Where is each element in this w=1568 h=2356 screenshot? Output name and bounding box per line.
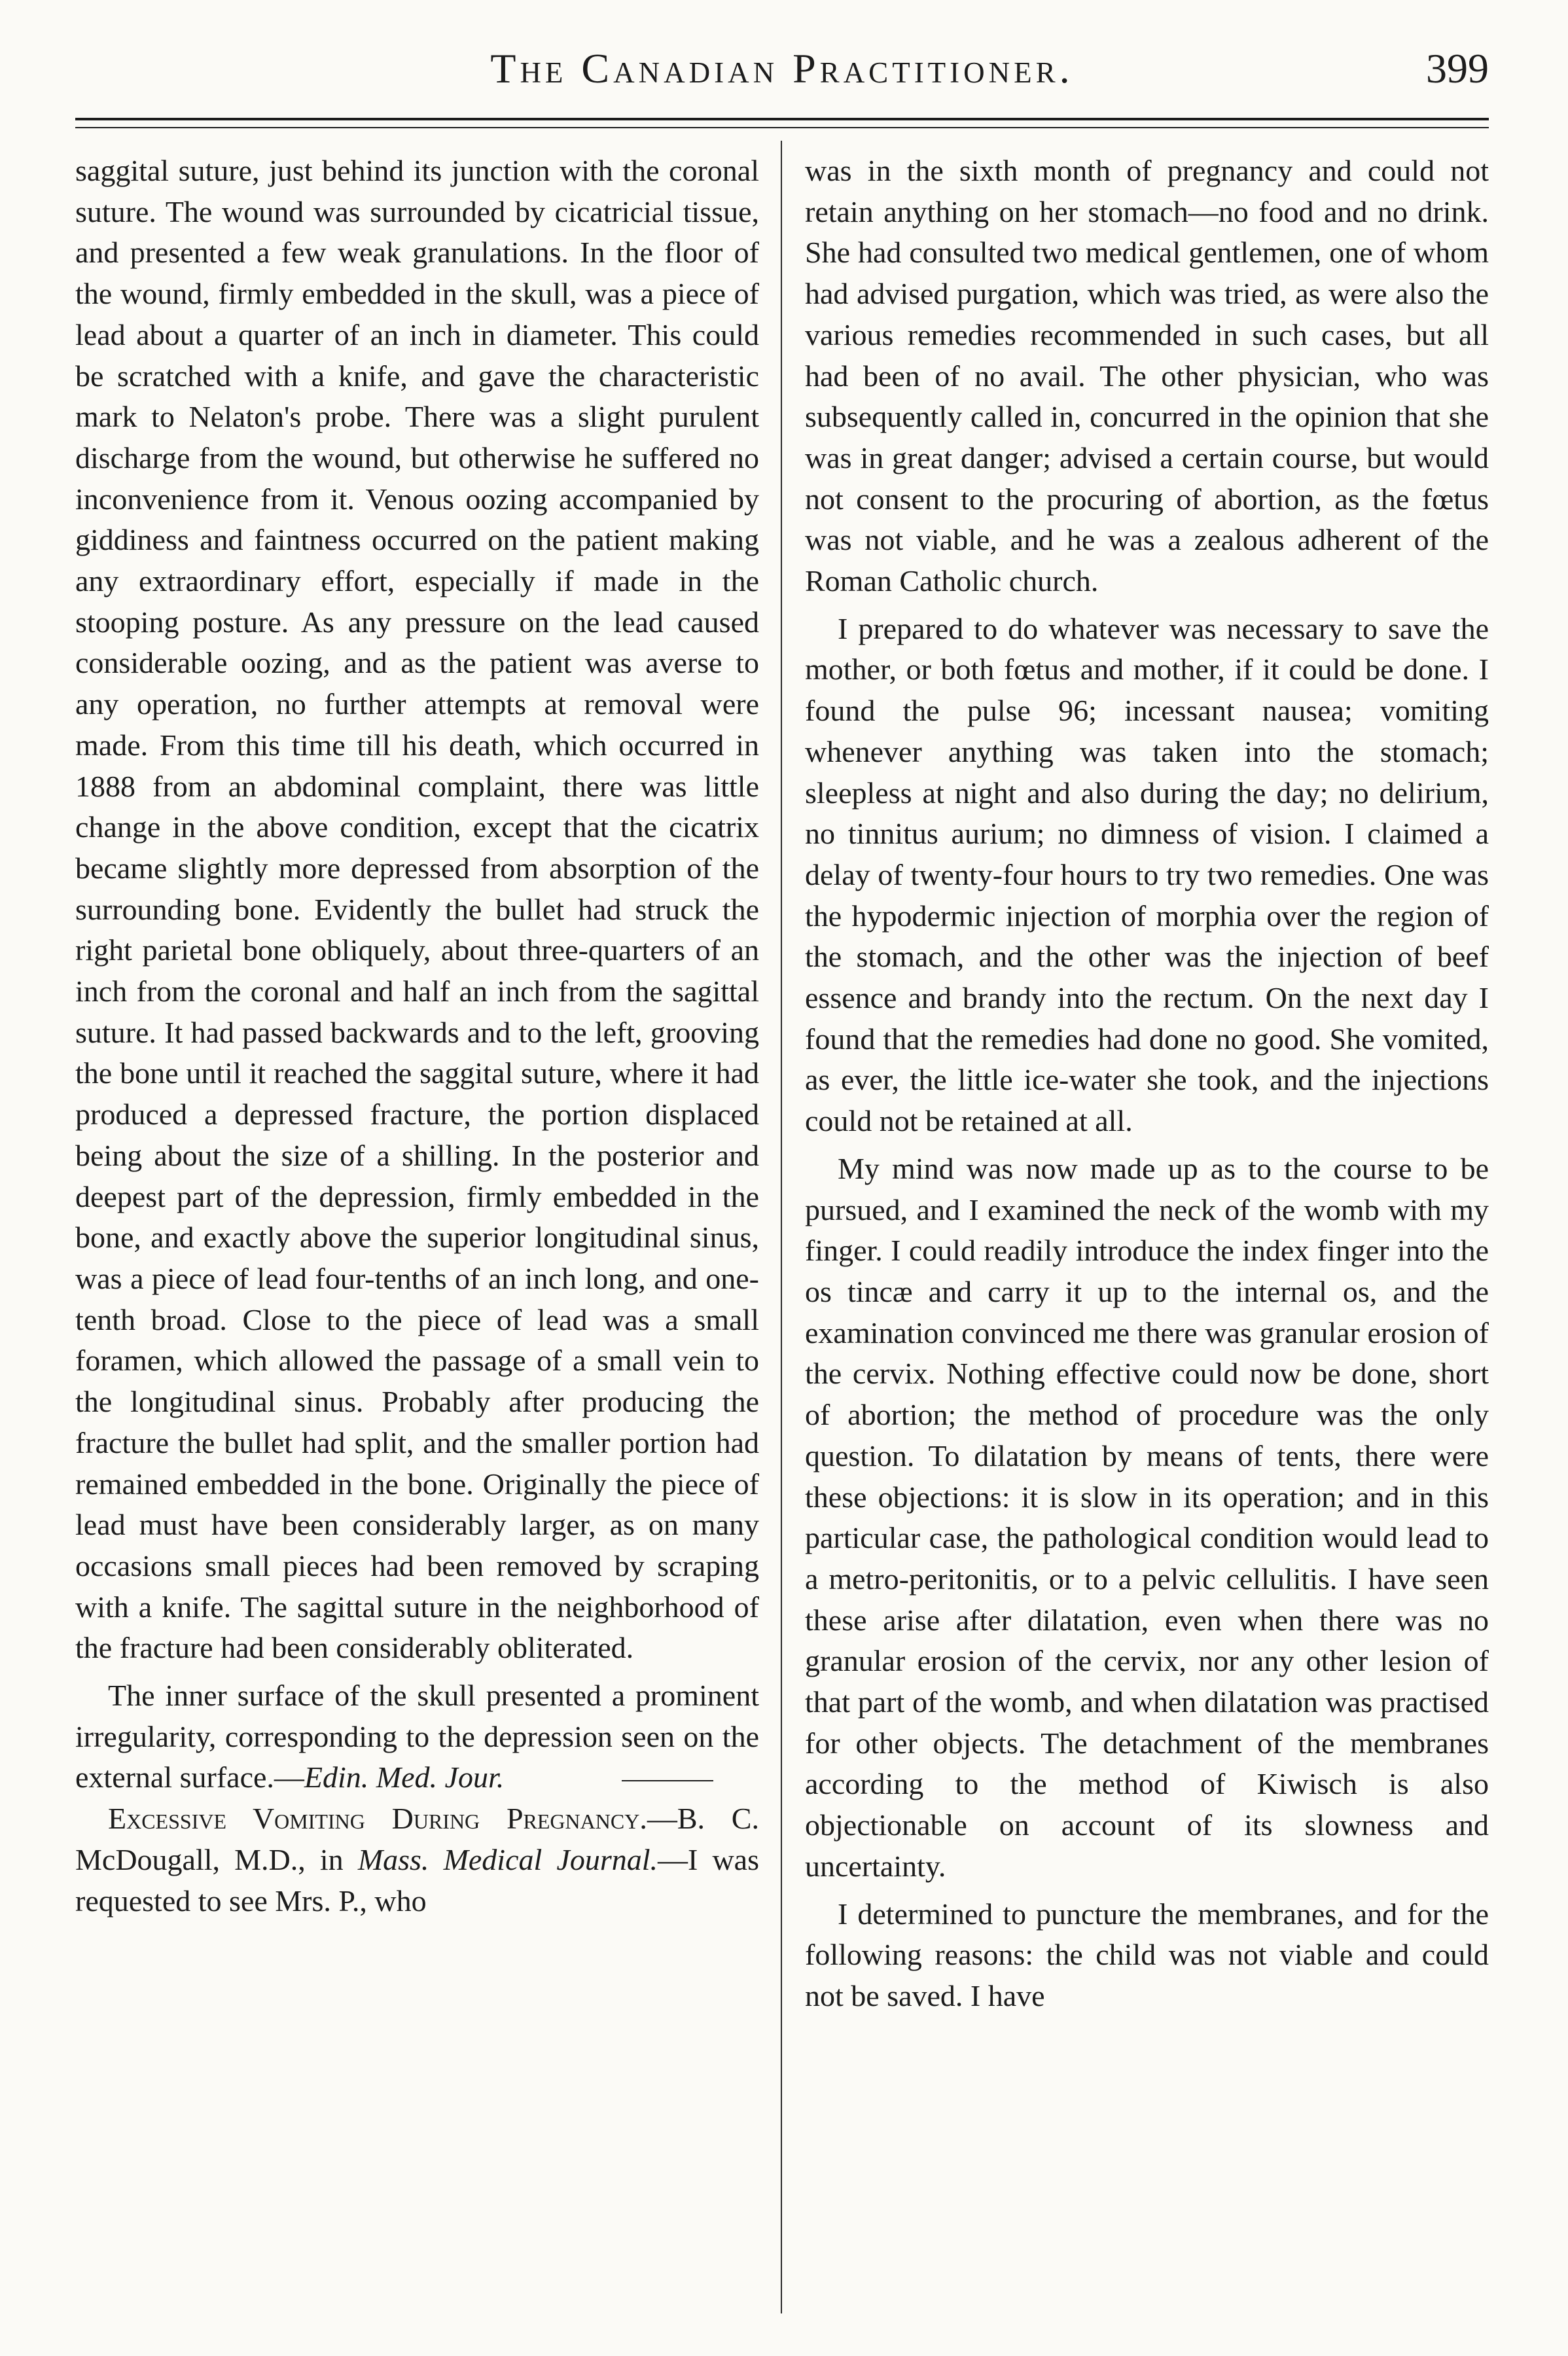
header-rule — [75, 118, 1489, 120]
section-separator — [622, 1780, 713, 1781]
author-line: —B. C. McDougall, M.D., in — [75, 1802, 759, 1876]
left-paragraph-1: saggital suture, just behind its junction with the coronal suture. The wound was surrounded by cicatricial tissue, and presented a few weak granulations. In the floor of the wound, firmly embedded in the skull, was a piece of lead about a quarter of an inch in diameter. This could be scratched with a knife, and gave the characteristic mark to Nelaton's probe. There was a slight purulent discharge from the wound, but otherwise he suffered no inconvenience from it. Venous oozing accompanied by giddiness and faintness occurred on the patient making any extraordinary effort, especially if made in the stooping posture. As any pressure on the lead caused considerable oozing, and as the patient was averse to any operation, no further attempts at removal were made. From this time till his death, which occurred in 1888 from an abdominal complaint, there was little change in the above condition, except that the cicatrix became slightly more depressed from absorption of the surrounding bone. Evidently the bullet had struck the right parietal bone obliquely, about three-quarters of an inch from the coronal and half an inch from the sagittal suture. It had passed backwards and to the left, grooving the bone until it reached the saggital suture, where it had produced a depressed fracture, the portion displaced being about the size of a shilling. In the posterior and deepest part of the depression, firmly embedded in the bone, and exactly above the superior longitudinal sinus, was a piece of lead four-tenths of an inch long, and one-tenth broad. Close to the piece of lead was a small foramen, which allowed the passage of a small vein to the longitudinal sinus. Probably after producing the fracture the bullet had split, and the smaller portion had remained embedded in the bone. Originally the piece of lead must have been considerably larger, as on many occasions small pieces had been removed by scraping with a knife. The sagittal suture in the neighborhood of the fracture had been considerably obliterated. — [75, 154, 759, 1665]
left-paragraph-3 — [75, 1798, 759, 1921]
journal-name: Mass. Medical Journal. — [357, 1842, 658, 1876]
right-paragraph-1: was in the sixth month of pregnancy and could not retain anything on her stomach—no food and no drink. She had consulted two medical gentlemen, one of whom had advised purgation, which was tried, as were also the various remedies recommended in such cases, but all had been of no avail. The other physician, who was subsequently called in, concurred in the opinion that she was in great danger; advised a certain course, but would not consent to the procuring of abortion, as the fœtus was not viable, and he was a zealous adherent of the Roman Catholic church. — [805, 154, 1489, 598]
right-paragraph-3: My mind was now made up as to the course to be pursued, and I examined the neck of the womb with my finger. I could readily introduce the index finger into the os tincæ and carry it up to the internal os, and the examination convinced me there was granular erosion of the cervix. Nothing effective could now be done, short of abortion; the method of procedure was the only question. To dilatation by means of tents, there were these objections: it is slow in its operation; and in this particular case, the pathological condition would lead to a metro-peritonitis, or to a pelvic cellulitis. I have seen these arise after dilatation, even when there was no granular erosion of the cervix, nor any other lesion of that part of the womb, and when dilatation was practised for other objects. The detachment of the membranes according to the method of Kiwisch is also objectionable on account of its slowness and uncertainty. — [805, 1151, 1489, 1883]
left-column — [75, 151, 759, 1921]
left-paragraph-2-text: The inner surface of the skull presented a prominent irregularity, corresponding to the depression seen on the external surface.— — [75, 1679, 759, 1794]
left-paragraph-3-text: —I was requested to see Mrs. P., who — [75, 1842, 760, 1918]
section-heading: Excessive Vomiting During Pregnancy. — [108, 1802, 647, 1836]
right-paragraph-4: I determined to puncture the membranes, and for the following reasons: the child was not viable and could not be saved. I have — [805, 1897, 1489, 2012]
right-paragraph-2: I prepared to do whatever was necessary to save the mother, or both fœtus and mother, if it could be done. I found the pulse 96; incessant nausea; vomiting whenever anything was taken into the stomach; sleepless at night and also during the day; no delirium, no tinnitus aurium; no dimness of vision. I claimed a delay of twenty-four hours to try two remedies. One was the hypodermic injection of morphia over the region of the stomach, and the other was the injection of beef essence and brandy into the rectum. On the next day I found that the remedies had done no good. She vomited, as ever, the little ice-water she took, and the injections could not be retained at all. — [805, 611, 1489, 1138]
column-divider — [781, 141, 782, 2313]
running-title: The Canadian Practitioner. — [490, 45, 1074, 92]
header-rule-thin — [75, 127, 1489, 128]
page-header — [75, 33, 1489, 111]
page-number: 399 — [1426, 45, 1489, 92]
citation: Edin. Med. Jour. — [304, 1760, 505, 1794]
left-paragraph-2 — [75, 1675, 759, 1798]
right-column — [805, 151, 1489, 2017]
